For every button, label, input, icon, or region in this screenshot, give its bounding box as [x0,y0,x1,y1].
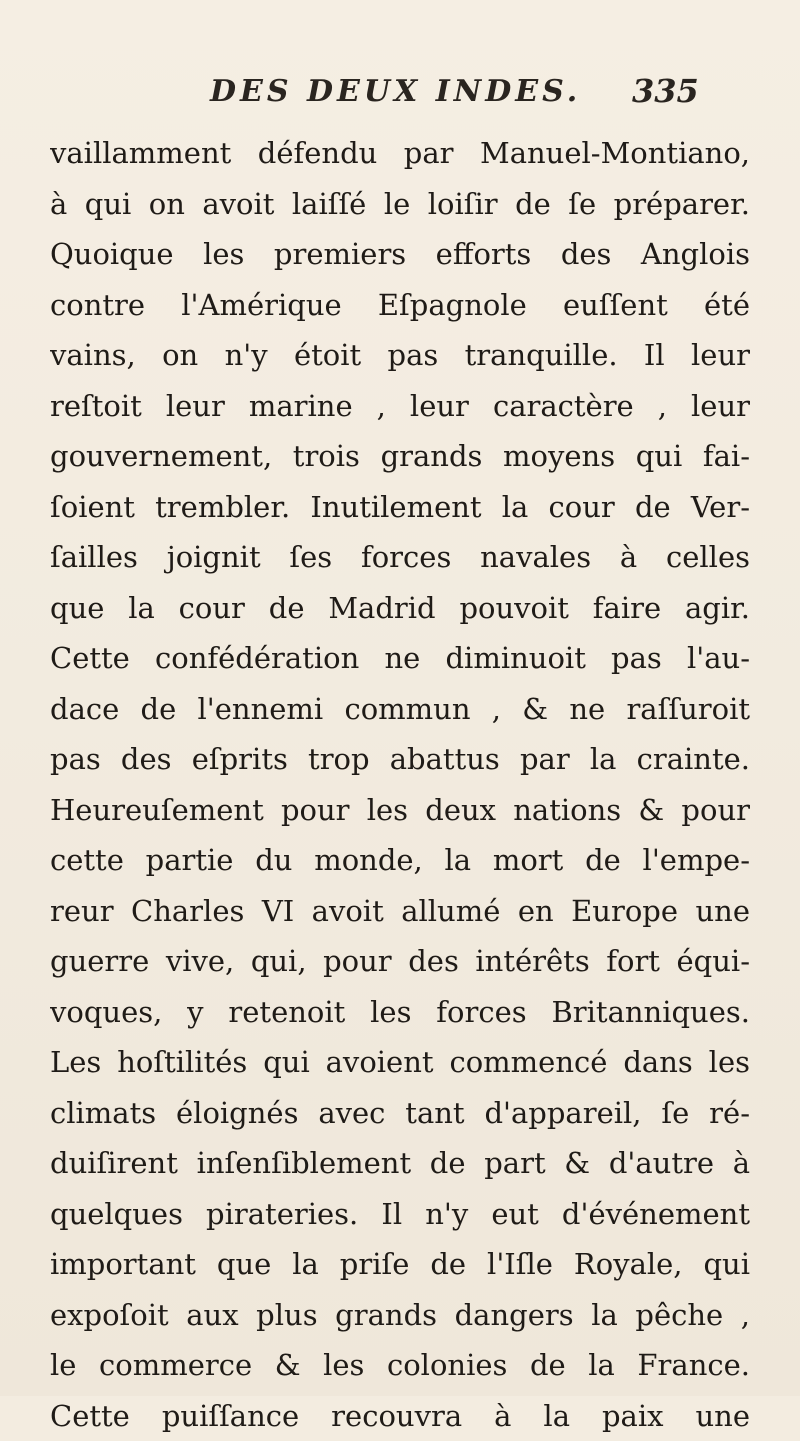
running-title: DES DEUX INDES. [210,74,581,109]
text-line: pas des eſprits trop abattus par la crainte. [50,734,750,785]
text-line: Cette confédération ne diminuoit pas l'au- [50,633,750,684]
text-line: contre l'Amérique Eſpagnole euſſent été [50,280,750,331]
text-line: Heureuſement pour les deux nations & pour [50,785,750,836]
text-line: reur Charles VI avoit allumé en Europe une [50,886,750,937]
text-line: cette partie du monde, la mort de l'empe- [50,835,750,886]
text-line: Les hoſtilités qui avoient commencé dans les [50,1037,750,1088]
text-line: le commerce & les colonies de la France. [50,1340,750,1391]
text-line: que la cour de Madrid pouvoit faire agir. [50,583,750,634]
text-line: à qui on avoit laiſſé le loiſir de ſe préparer. [50,179,750,230]
text-line: Cette puiſſance recouvra à la paix une [50,1391,750,1441]
text-line: vaillamment défendu par Manuel-Montiano, [50,128,750,179]
text-line: Quoique les premiers efforts des Anglois [50,229,750,280]
page-number: 335 [632,72,699,110]
text-line: climats éloignés avec tant d'appareil, ſe ré- [50,1088,750,1139]
text-line: reſtoit leur marine , leur caractère , leur [50,381,750,432]
text-line: voques, y retenoit les forces Britanniques. [50,987,750,1038]
text-line: duiſirent inſenſiblement de part & d'autre à [50,1138,750,1189]
text-line: ſoient trembler. Inutilement la cour de Ver- [50,482,750,533]
text-line: guerre vive, qui, pour des intérêts fort équi- [50,936,750,987]
text-line: vains, on n'y étoit pas tranquille. Il leur [50,330,750,381]
text-line: dace de l'ennemi commun , & ne raſſuroit [50,684,750,735]
text-line: ſailles joignit ſes forces navales à celles [50,532,750,583]
text-line: expoſoit aux plus grands dangers la pêche , [50,1290,750,1341]
text-line: important que la priſe de l'Iſle Royale, qui [50,1239,750,1290]
body-text [50,128,750,1441]
text-line: gouvernement, trois grands moyens qui fai- [50,431,750,482]
text-line: quelques pirateries. Il n'y eut d'événement [50,1189,750,1240]
running-head [0,56,800,116]
